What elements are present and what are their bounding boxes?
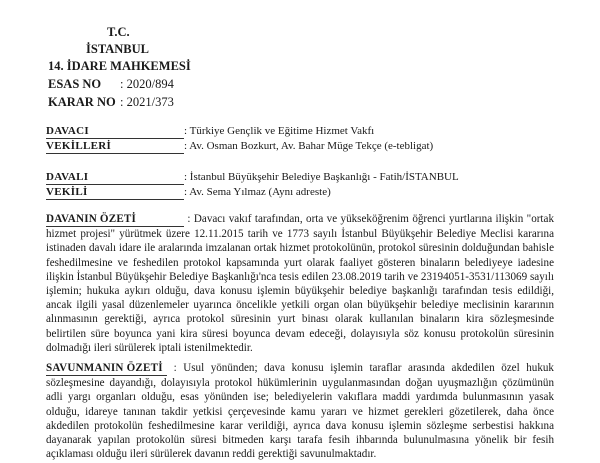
davaci-vekil-row	[46, 139, 433, 154]
header-tc: T.C.	[107, 25, 130, 39]
davaci-row	[46, 124, 374, 139]
davaci-vekil-label: VEKİLLERİ	[46, 140, 184, 154]
karar-no	[48, 95, 174, 110]
davaci-value: : Türkiye Gençlik ve Eğitime Hizmet Vakfı	[184, 125, 375, 137]
karar-value: : 2021/373	[120, 95, 174, 109]
savunmanin-ozeti-text: : Usul yönünden; dava konusu işlemin taraflar arasında akdedilen özel hukuk sözleşmesine dayandığı, dolayısıyla protokol hükümlerinin uygulanmasından doğan uyuşmazlığın çözümünün adli yargı organları olduğu, esas yönünden ise; belediyelerin vakıflara maddi yardımda bulunmasının yasak olduğu, idareye tanınan takdir yetkisi çerçevesinde kamu yararı ve hizmet gerekleri gözetilerek, daha önce akdedilen protokolün feshedilmesine karar verildiği, ayrıca dava konusu işlemin sözleşme serbestisi hakkına dayanarak yapılan protokolün süresi bitmeden karşı tarafa fesih ihbarında bulunulmasına yönelik bir fesih açıklaması olduğu ileri sürülerek davanın reddi gerektiği savunulmaktadır.	[46, 362, 554, 461]
davanin-ozeti-section	[46, 212, 554, 355]
davaci-label: DAVACI	[46, 125, 184, 139]
esas-label: ESAS NO	[48, 77, 102, 91]
savunmanin-ozeti-title: SAVUNMANIN ÖZETİ	[46, 361, 167, 376]
davali-vekil-row	[46, 185, 331, 200]
davali-row	[46, 170, 459, 185]
court-name: 14. İDARE MAHKEMESİ	[48, 59, 191, 73]
esas-no	[48, 77, 174, 92]
davali-vekil-value: : Av. Sema Yılmaz (Aynı adreste)	[184, 186, 331, 198]
header-city: İSTANBUL	[86, 42, 149, 56]
davali-vekil-label: VEKİLİ	[46, 186, 184, 200]
davaci-vekil-value: : Av. Osman Bozkurt, Av. Bahar Müge Tekçe (e-tebligat)	[184, 140, 434, 152]
esas-value: : 2020/894	[120, 77, 174, 91]
savunmanin-ozeti-section	[46, 361, 554, 461]
davali-value: : İstanbul Büyükşehir Belediye Başkanlığı - Fatih/İSTANBUL	[184, 171, 459, 183]
karar-label: KARAR NO	[48, 95, 116, 109]
davali-label: DAVALI	[46, 171, 184, 185]
davanin-ozeti-text: : Davacı vakıf tarafından, orta ve yükseköğrenim öğrenci yurtlarına ilişkin "ortak hizmet projesi" yürütmek üzere 12.11.2015 tarih ve 1773 sayılı İstanbul Büyükşehir Belediye Meclisi kararına istinaden davalı idare ile aralarında imzalanan ortak hizmet protokolünün, protokol süresinin dolduğundan bahisle feshedilmesine ve feshedilen protokol kapsamında yurt olarak faaliyet gösteren binaların belediyeye iadesine ilişkin İstanbul Büyükşehir Belediye Başkanlığı'nca tesis edilen 23.08.2019 tarih ve 23194051-3531/113069 sayılı işlemin; hukuka aykırı olduğu, dava konusu işlemin büyükşehir belediye başkanlığı tarafından tesis edildiği, ancak ilgili yasal düzenlemeler uyarınca öncelikle yetkili organ olan büyükşehir belediye meclisinin kararının alınmasının gerektiği, ayrıca protokol süresinin yurt binası olarak kullanılan binaların kira sözleşmesinde belirtilen süre boyunca yani kira süresi boyunca devam edeceği, dolayısıyla söz konusu protokolün süresinin dolmadığı ileri sürülerek iptali istenilmektedir.	[46, 213, 554, 354]
davanin-ozeti-title: DAVANIN ÖZETİ	[46, 212, 184, 227]
